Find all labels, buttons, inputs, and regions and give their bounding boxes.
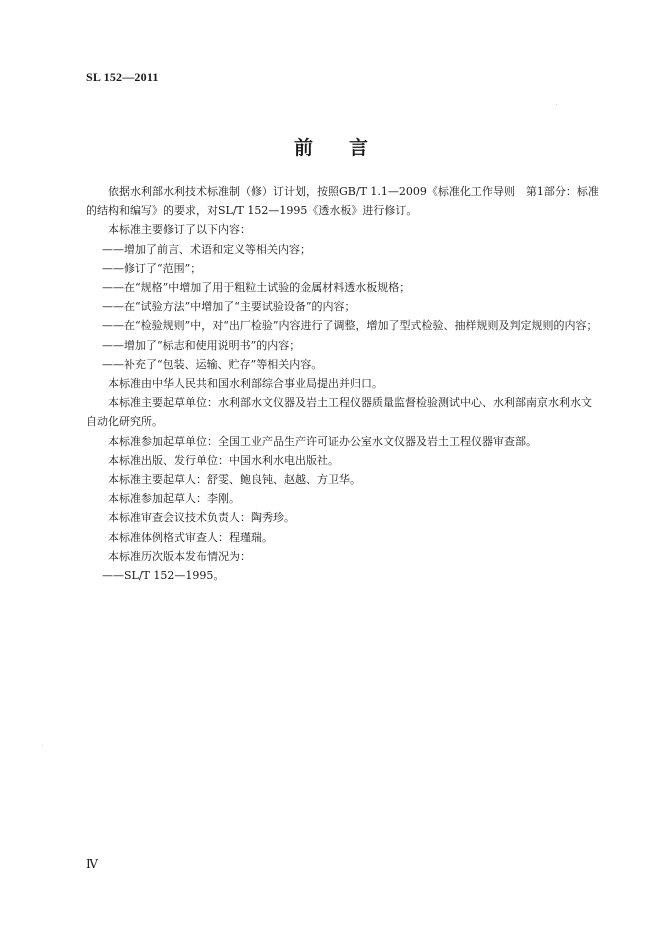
list-item: ——SL/T 152—1995。 <box>102 569 225 583</box>
document-body <box>86 182 600 585</box>
list-item: ——补充了“包装、运输、贮存”等相关内容。 <box>102 357 323 371</box>
paragraph: 本标准体例格式审查人：程瑾瑞。 <box>108 530 273 544</box>
standard-code-header: SL 152—2011 <box>86 70 159 84</box>
paragraph: 本标准由中华人民共和国水利部综合事业局提出并归口。 <box>108 377 383 391</box>
page-number: Ⅳ <box>86 857 98 871</box>
paragraph: 本标准审查会议技术负责人：陶秀珍。 <box>108 511 295 525</box>
list-item: ——在“试验方法”中增加了“主要试验设备”的内容； <box>102 300 356 314</box>
list-item: ——在“检验规则”中，对“出厂检验”内容进行了调整，增加了型式检验、抽样规则及判定规则的内容； <box>102 319 598 333</box>
page-title: 前言 <box>293 137 404 159</box>
paragraph: 本标准出版、发行单位：中国水利水电出版社。 <box>108 453 339 467</box>
paragraph: 本标准参加起草单位：全国工业产品生产许可证办公室水文仪器及岩土工程仪器审查部。 <box>108 434 537 448</box>
paragraph: 本标准参加起草人：李刚。 <box>108 492 240 506</box>
list-item: ——修订了“范围”； <box>102 261 202 275</box>
list-item: ——增加了“标志和使用说明书”的内容； <box>102 338 301 352</box>
scan-speck <box>42 745 43 746</box>
paragraph: 本标准主要起草人：舒雯、鲍良钝、赵越、方卫华。 <box>108 473 361 487</box>
scan-speck <box>556 104 557 105</box>
paragraph: 本标准历次版本发布情况为： <box>108 549 251 563</box>
list-item: ——增加了前言、术语和定义等相关内容； <box>102 242 311 256</box>
paragraph: 本标准主要修订了以下内容： <box>108 223 251 237</box>
paragraph: 本标准主要起草单位：水利部水文仪器及岩土工程仪器质量监督检验测试中心、水利部南京水利水文自动化研究所。 <box>86 396 592 429</box>
list-item: ——在“规格”中增加了用于粗粒土试验的金属材料透水板规格； <box>102 281 411 295</box>
paragraph: 依据水利部水利技术标准制（修）订计划，按照GB/T 1.1—2009《标准化工作导则 第1部分：标准的结构和编写》的要求，对SL/T 152—1995《透水板》进行修订。 <box>86 185 599 218</box>
